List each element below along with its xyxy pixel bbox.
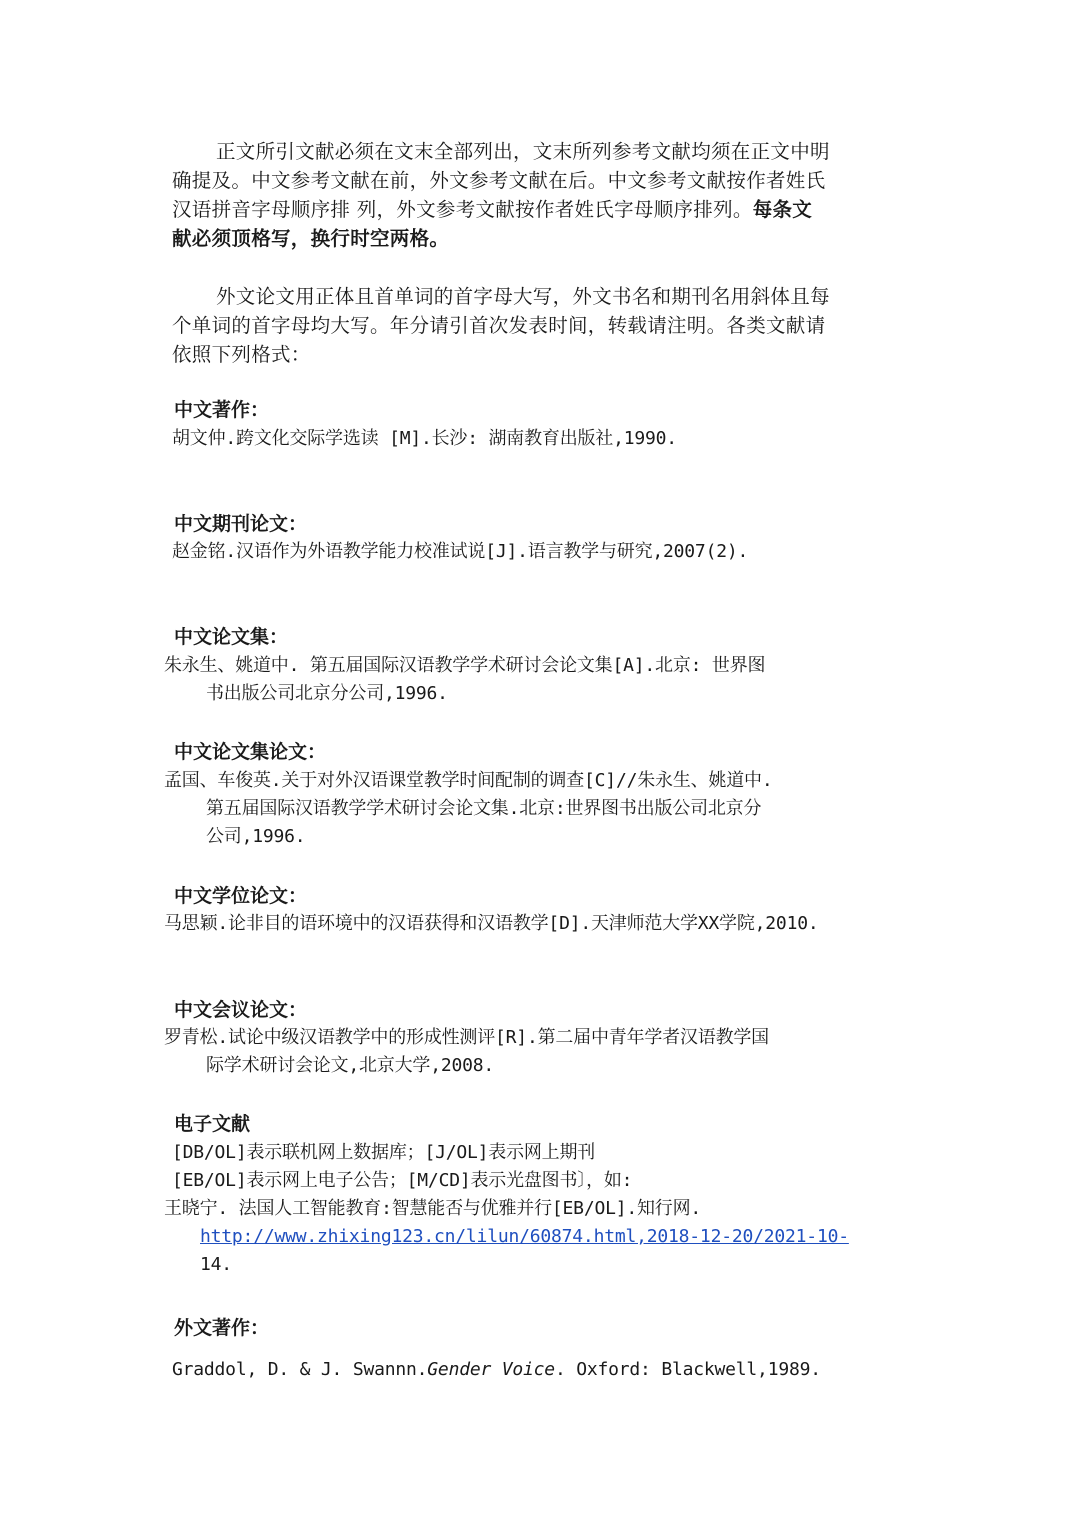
electronic-reference-link[interactable]: http://www.zhixing123.cn/lilun/60874.html,2018-12-20/2021-10- bbox=[200, 1226, 849, 1247]
ref-electronic-line1: [DB/OL]表示联机网上数据库；[J/OL]表示网上期刊 bbox=[172, 1142, 596, 1163]
ref-collection-cn-line2: 书出版公司北京分公司,1996. bbox=[206, 683, 448, 704]
heading-collection-cn: 中文论文集： bbox=[174, 626, 289, 648]
intro-p2-line1: 外文论文用正体且首单词的首字母大写，外文书名和期刊名用斜体且每 bbox=[216, 285, 830, 308]
ref-book-foreign bbox=[172, 1356, 821, 1384]
intro-p1-line3: 汉语拼音字母顺序排 列，外文参考文献按作者姓氏字母顺序排列。 bbox=[172, 198, 753, 221]
intro-p1-line2: 确提及。中文参考文献在前，外文参考文献在后。中文参考文献按作者姓氏 bbox=[172, 169, 826, 192]
ref-book-foreign-title: Gender Voice bbox=[427, 1359, 555, 1380]
ref-collection-cn-line1: 朱永生、姚道中. 第五届国际汉语教学学术研讨会论文集[A].北京: 世界图 bbox=[164, 655, 766, 676]
ref-collection-cn bbox=[164, 652, 765, 708]
heading-collection-paper-cn: 中文论文集论文： bbox=[174, 741, 327, 763]
ref-conference-cn-line1: 罗青松.试论中级汉语教学中的形成性测评[R].第二届中青年学者汉语教学国 bbox=[164, 1027, 769, 1048]
ref-thesis-cn-line1: 马思颖.论非目的语环境中的汉语获得和汉语教学[D].天津师范大学XX学院,2010. bbox=[164, 913, 819, 934]
ref-electronic-line3: 王晓宁. 法国人工智能教育:智慧能否与优雅并行[EB/OL].知行网. bbox=[164, 1198, 702, 1219]
intro-p2-line3: 依照下列格式： bbox=[172, 343, 311, 366]
intro-p1-bold-end: 献必须顶格写，换行时空两格。 bbox=[172, 227, 450, 250]
ref-journal-cn-line1: 赵金铭.汉语作为外语教学能力校准试说[J].语言教学与研究,2007(2). bbox=[172, 541, 749, 562]
intro-p1-line1: 正文所引文献必须在文末全部列出，文末所列参考文献均须在正文中明 bbox=[216, 140, 830, 163]
ref-conference-cn bbox=[164, 1024, 769, 1080]
heading-book-foreign: 外文著作： bbox=[174, 1317, 270, 1339]
intro-p1-bold-start: 每条文 bbox=[752, 198, 813, 221]
heading-journal-cn: 中文期刊论文： bbox=[174, 513, 308, 535]
ref-collection-paper-cn-line1: 孟国、车俊英.关于对外汉语课堂教学时间配制的调查[C]//朱永生、姚道中. bbox=[164, 770, 773, 791]
intro-p2-line2: 个单词的首字母均大写。年分请引首次发表时间，转载请注明。各类文献请 bbox=[172, 314, 826, 337]
heading-conference-cn: 中文会议论文： bbox=[174, 999, 308, 1021]
ref-electronic-line5: 14. bbox=[200, 1254, 232, 1275]
ref-collection-paper-cn bbox=[164, 767, 772, 851]
intro-paragraph-2 bbox=[172, 282, 892, 369]
ref-book-foreign-authors: Graddol, D. & J. Swannn. bbox=[172, 1359, 428, 1380]
heading-electronic: 电子文献 bbox=[174, 1113, 251, 1135]
intro-paragraph-1 bbox=[172, 137, 892, 253]
ref-book-foreign-rest: . Oxford: Blackwell,1989. bbox=[554, 1359, 821, 1380]
heading-thesis-cn: 中文学位论文： bbox=[174, 885, 308, 907]
ref-electronic bbox=[164, 1139, 849, 1279]
heading-book-cn: 中文著作： bbox=[174, 399, 270, 421]
ref-journal-cn bbox=[172, 538, 748, 566]
ref-book-cn bbox=[172, 425, 677, 453]
ref-thesis-cn bbox=[164, 910, 818, 938]
ref-collection-paper-cn-line2: 第五届国际汉语教学学术研讨会论文集.北京:世界图书出版公司北京分 bbox=[206, 798, 762, 819]
ref-collection-paper-cn-line3: 公司,1996. bbox=[206, 826, 306, 847]
ref-electronic-line2: [EB/OL]表示网上电子公告；[M/CD]表示光盘图书〕，如: bbox=[172, 1170, 633, 1191]
ref-book-cn-line1: 胡文仲.跨文化交际学选读 [M].长沙: 湖南教育出版社,1990. bbox=[172, 428, 677, 449]
ref-conference-cn-line2: 际学术研讨会论文,北京大学,2008. bbox=[206, 1055, 495, 1076]
